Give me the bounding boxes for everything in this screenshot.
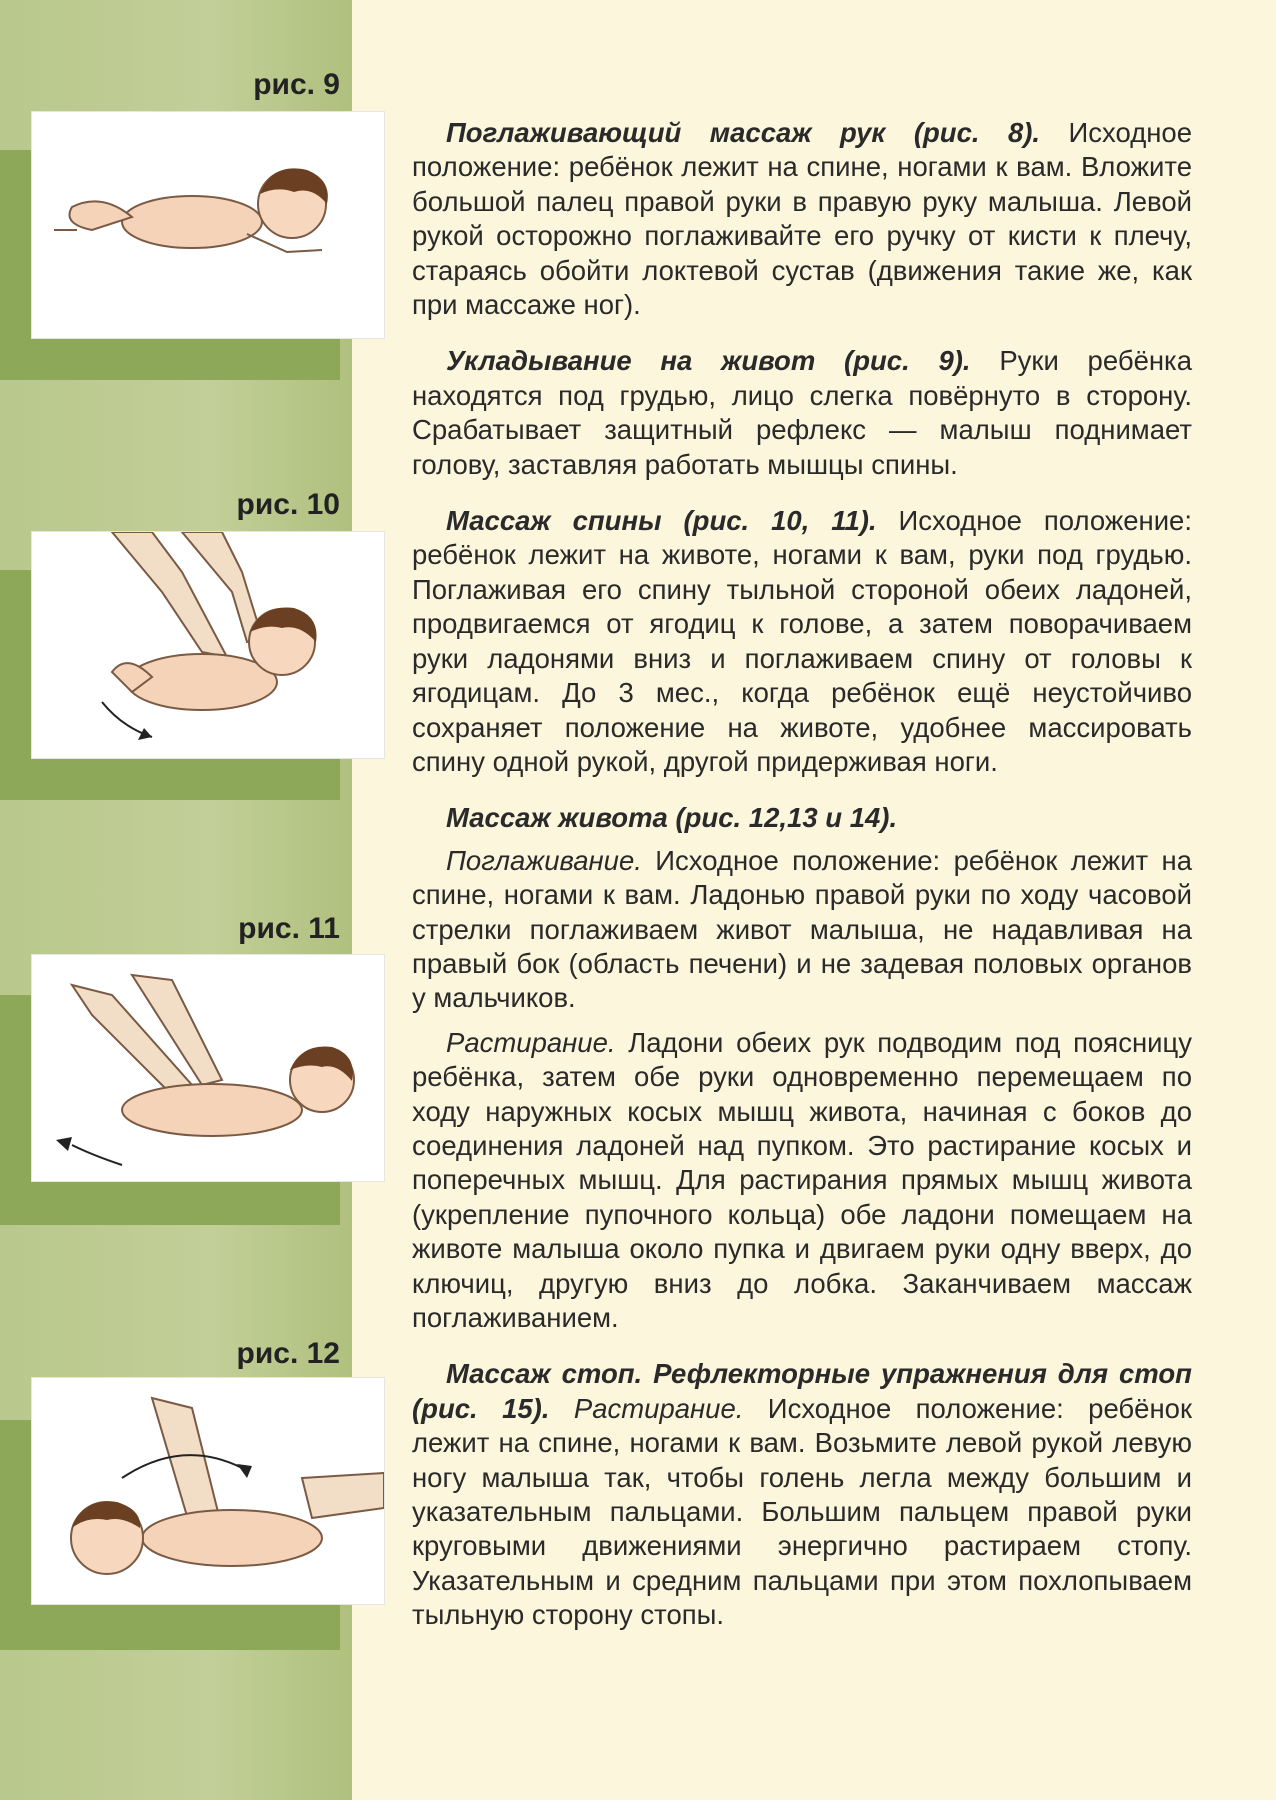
paragraph-arm-massage [412,116,1192,322]
paragraph-italic-lead: Растирание. [549,1392,744,1424]
paragraph-heading: Укладывание на живот (рис. 9). [446,345,971,377]
paragraph-foot-massage [412,1357,1192,1632]
paragraph-belly-rubbing [412,1026,1192,1336]
paragraph-back-massage [412,504,1192,779]
figure-11-image [32,955,384,1181]
figure-9-image [32,112,384,338]
figure-9-label: рис. 9 [253,68,340,101]
paragraph-heading: Массаж спины (рис. 10, 11). [446,505,877,537]
paragraph-heading: Массаж живота (рис. 12,13 и 14). [446,802,898,834]
paragraph-text: Исходное положение: ребёнок лежит на спине, ногами к вам. Возьмите левой рукой левую ногу малыша так, чтобы голень легла между большим и указательным пальцами. Большим пальцем правой руки круговыми движениями энергично растираем стопу. Указательным и средним пальцами при этом похлопываем тыльную сторону стопы. [412,1392,1192,1631]
paragraph-belly-heading [412,801,1192,835]
paragraph-text: Исходное положение: ребёнок лежит на животе, ногами к вам, руки под грудью. Поглаживая его спину тыльной стороной обеих ладоней, продвигаемся от ягодиц к голове, а затем поворачиваем руки ладонями вниз и поглаживаем спину от головы к ягодицам. До 3 мес., когда ребёнок ещё неустойчиво сохраняет положение на животе, удобнее массировать спину одной рукой, другой придерживая ноги. [412,505,1192,777]
figure-12-image [32,1378,384,1604]
figure-10-label: рис. 10 [236,488,340,521]
paragraph-text: Исходное положение: ребёнок лежит на спине, ногами к вам. Вложите большой палец правой руки в правую руку малыша. Левой рукой осторожно поглаживайте его ручку от кисти к плечу, стараясь обойти локтевой сустав (движения такие же, как при массаже ног). [412,117,1193,321]
paragraph-text: Исходное положение: ребёнок лежит на спине, ногами к вам. Ладонью правой руки по ходу часовой стрелки поглаживаем живот малыша, не надавливая на правый бок (область печени) и не задевая половых органов у мальчиков. [412,844,1192,1014]
paragraph-belly-stroking [412,844,1192,1016]
paragraph-heading: Массаж стоп. Рефлекторные упражнения для стоп (рис. 15). [412,1358,1192,1424]
figure-12-label: рис. 12 [236,1337,340,1370]
paragraph-text: Ладони обеих рук подводим под поясницу ребёнка, затем обе руки одновременно перемещаем по ходу наружных косых мышц живота, начиная с боков до соединения ладоней над пупком. Это растирание косых и поперечных мышц. Для растирания прямых мышц живота (укрепление пупочного кольца) обе ладони помещаем на животе малыша около пупка и двигаем руки одну вверх, до ключиц, другую вниз до лобка. Заканчиваем массаж поглаживанием. [412,1026,1192,1333]
paragraph-text: Руки ребёнка находятся под грудью, лицо слегка повёрнуто в сторону. Срабатывает защитный рефлекс — малыш поднимает голову, заставляя работать мышцы спины. [412,345,1192,480]
figure-10-image [32,532,384,758]
paragraph-heading: Поглаживающий массаж рук (рис. 8). [446,117,1041,148]
article-body [412,116,1192,1655]
paragraph-tummy-time [412,344,1192,482]
paragraph-italic-lead: Растирание. [446,1026,616,1058]
paragraph-italic-lead: Поглаживание. [446,844,642,876]
figure-11-label: рис. 11 [238,912,340,945]
